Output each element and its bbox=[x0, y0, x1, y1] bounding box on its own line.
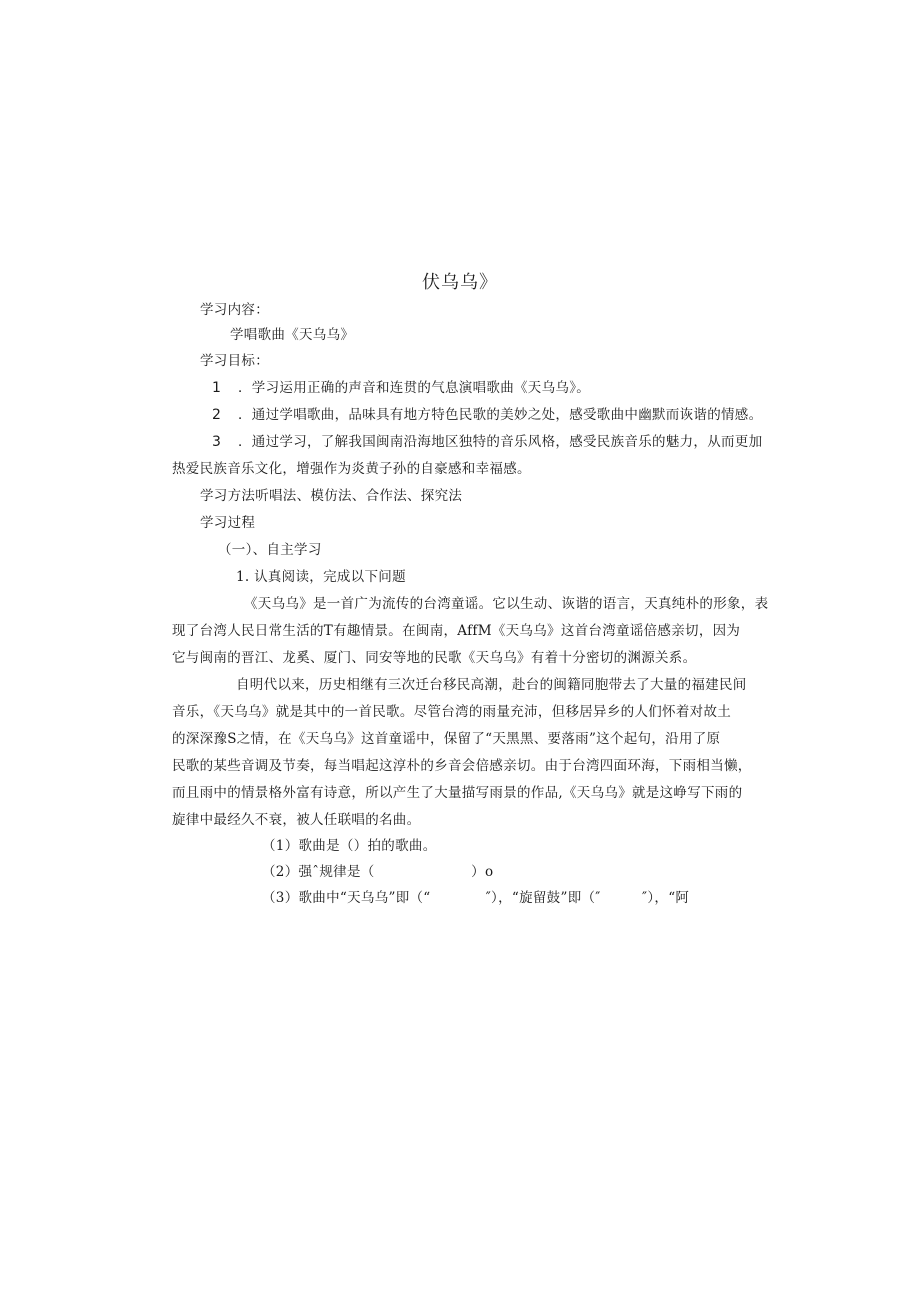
paragraph-line: 现了台湾人民日常生活的T有趣情景。在闽南，AffM《天乌乌》这首台湾童谣倍感亲切，因为 bbox=[172, 623, 741, 639]
paragraph-line: 音乐，《天乌乌》就是其中的一首民歌。尽管台湾的雨量充沛，但移居异乡的人们怀着对故土 bbox=[172, 704, 732, 720]
methods-line: 学习方法听唱法、模仿法、合作法、探究法 bbox=[200, 488, 463, 504]
goal-text: ．通过学习，了解我国闽南沿海地区独特的音乐风格，感受民族音乐的魅力，从而更加 bbox=[238, 434, 763, 450]
paragraph-line: 自明代以来，历史相继有三次迁台移民高潮，赴台的闽籍同胞带去了大量的福建民间 bbox=[236, 677, 747, 693]
goal-text: ．学习运用正确的声音和连贯的气息演唱歌曲《天乌乌》。 bbox=[238, 380, 591, 396]
question-item: （3）歌曲中“天乌乌”即（“ ″），“旋留鼓”即（″ ″），“阿 bbox=[262, 890, 690, 906]
paragraph-line: 《天乌乌》是一首广为流传的台湾童谣。它以生动、诙谐的语言，天真纯朴的形象，表 bbox=[244, 596, 769, 612]
question-item: （1）歌曲是（）拍的歌曲。 bbox=[262, 838, 437, 854]
goal-3-continuation: 热爱民族音乐文化，增强作为炎黄子孙的自豪感和幸福感。 bbox=[172, 461, 531, 477]
goal-item bbox=[212, 432, 762, 452]
goal-item bbox=[212, 405, 762, 425]
document-title: 伏乌乌》 bbox=[422, 272, 498, 293]
content-heading: 学习内容： bbox=[200, 302, 269, 318]
paragraph-line: 的深深豫S之情，在《天乌乌》这首童谣中，保留了“天黑黑、要落雨”这个起句，沿用了原 bbox=[172, 731, 721, 747]
goals-heading: 学习目标： bbox=[200, 353, 269, 369]
question-item: （2）强ˆ规律是（ ）o bbox=[262, 864, 494, 880]
task-heading: 1. 认真阅读，完成以下问题 bbox=[236, 569, 406, 585]
section-heading: （一）、自主学习 bbox=[218, 542, 322, 558]
goal-item bbox=[212, 378, 590, 398]
paragraph-line: 民歌的某些音调及节奏，每当唱起这淳朴的乡音会倍感亲切。由于台湾四面环海，下雨相当懒， bbox=[172, 758, 752, 774]
goal-number: 3 bbox=[212, 434, 222, 450]
goal-number: 2 bbox=[212, 407, 222, 423]
paragraph-line: 旋律中最经久不衰，被人任联唱的名曲。 bbox=[172, 812, 421, 828]
content-text: 学唱歌曲《天乌乌》 bbox=[230, 327, 355, 343]
goal-number: 1 bbox=[212, 380, 222, 396]
paragraph-line: 而且雨中的情景格外富有诗意，所以产生了大量描写雨景的作品,《天乌乌》就是这峥写下雨的 bbox=[172, 785, 743, 801]
process-heading: 学习过程 bbox=[200, 515, 256, 531]
paragraph-line: 它与闽南的晋江、龙奚、厦门、同安等地的民歌《天乌乌》有着十分密切的渊源关系。 bbox=[172, 650, 697, 666]
goal-text: ．通过学唱歌曲，品味具有地方特色民歌的美妙之处，感受歌曲中幽默而诙谐的情感。 bbox=[238, 407, 763, 423]
